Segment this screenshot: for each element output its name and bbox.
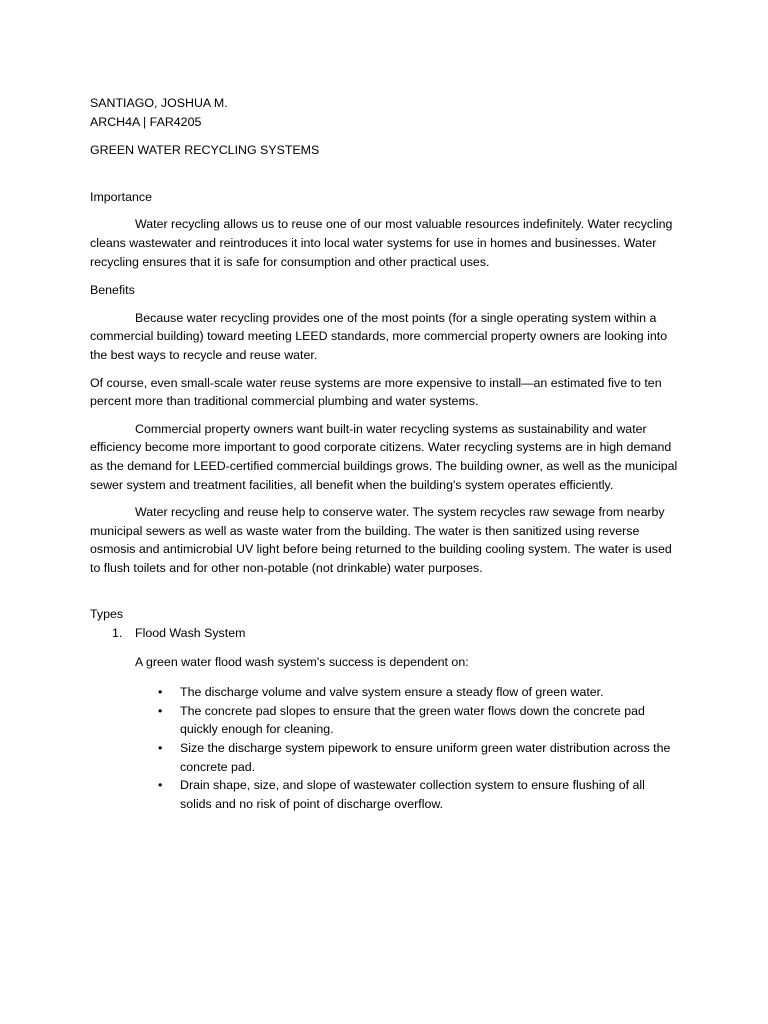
flood-wash-intro: A green water flood wash system's success is dependent on: [135, 654, 469, 669]
benefits-paragraph-1: Because water recycling provides one of the most points (for a single operating system within a commercial building) toward meeting LEED standards, more commercial property owners are looking into the best ways to recycle and reuse water. [90, 310, 668, 362]
list-item [90, 739, 678, 776]
importance-heading: Importance [90, 189, 152, 204]
list-item [90, 683, 678, 702]
benefits-paragraph-3: Commercial property owners want built-in water recycling systems as sustainability and water efficiency become more important to good corporate citizens. Water recycling systems are in high demand as the demand for LEED-certified commercial buildings grows. The building owner, as well as the municipal sewer system and treatment facilities, all benefit when the building's system operates efficiently. [90, 421, 678, 492]
types-heading: Types [90, 607, 124, 622]
importance-paragraph: Water recycling allows us to reuse one of our most valuable resources indefinitely. Water recycling cleans wastewater and reintroduces it into local water systems for use in homes and businesses. Water recycling ensures that it is safe for consumption and other practical uses. [90, 217, 673, 269]
bullet-icon: • [158, 778, 163, 793]
list-item [90, 624, 678, 643]
bullet-text: Drain shape, size, and slope of wastewater collection system to ensure flushing of all solids and no risk of point of discharge overflow. [180, 778, 645, 811]
bullet-text: The discharge volume and valve system ensure a steady flow of green water. [180, 685, 604, 700]
bullet-icon: • [158, 741, 163, 756]
types-list [90, 624, 678, 643]
course-code: ARCH4A | FAR4205 [90, 114, 202, 129]
list-item [90, 702, 678, 739]
list-item [90, 776, 678, 813]
benefits-paragraph-2: Of course, even small-scale water reuse systems are more expensive to install—an estimated five to ten percent more than traditional commercial plumbing and water systems. [90, 375, 662, 409]
flood-wash-bullets [90, 683, 678, 813]
bullet-icon: • [158, 685, 163, 700]
author-name: SANTIAGO, JOSHUA M. [90, 96, 228, 110]
list-item-number: 1. [112, 626, 123, 641]
benefits-heading: Benefits [90, 283, 135, 298]
benefits-paragraph-4: Water recycling and reuse help to conserve water. The system recycles raw sewage from nearby municipal sewers as well as waste water from the building. The water is then sanitized using reverse osmosis and antimicrobial UV light before being returned to the building cooling system. The water is used to flush toilets and for other non-potable (not drinkable) water purposes. [90, 505, 672, 575]
document-title: GREEN WATER RECYCLING SYSTEMS [90, 143, 320, 158]
bullet-icon: • [158, 703, 163, 718]
bullet-text: The concrete pad slopes to ensure that the green water flows down the concrete pad quickly enough for cleaning. [180, 703, 645, 737]
bullet-text: Size the discharge system pipework to ensure uniform green water distribution across the concrete pad. [180, 741, 671, 774]
list-item-title: Flood Wash System [135, 626, 246, 641]
